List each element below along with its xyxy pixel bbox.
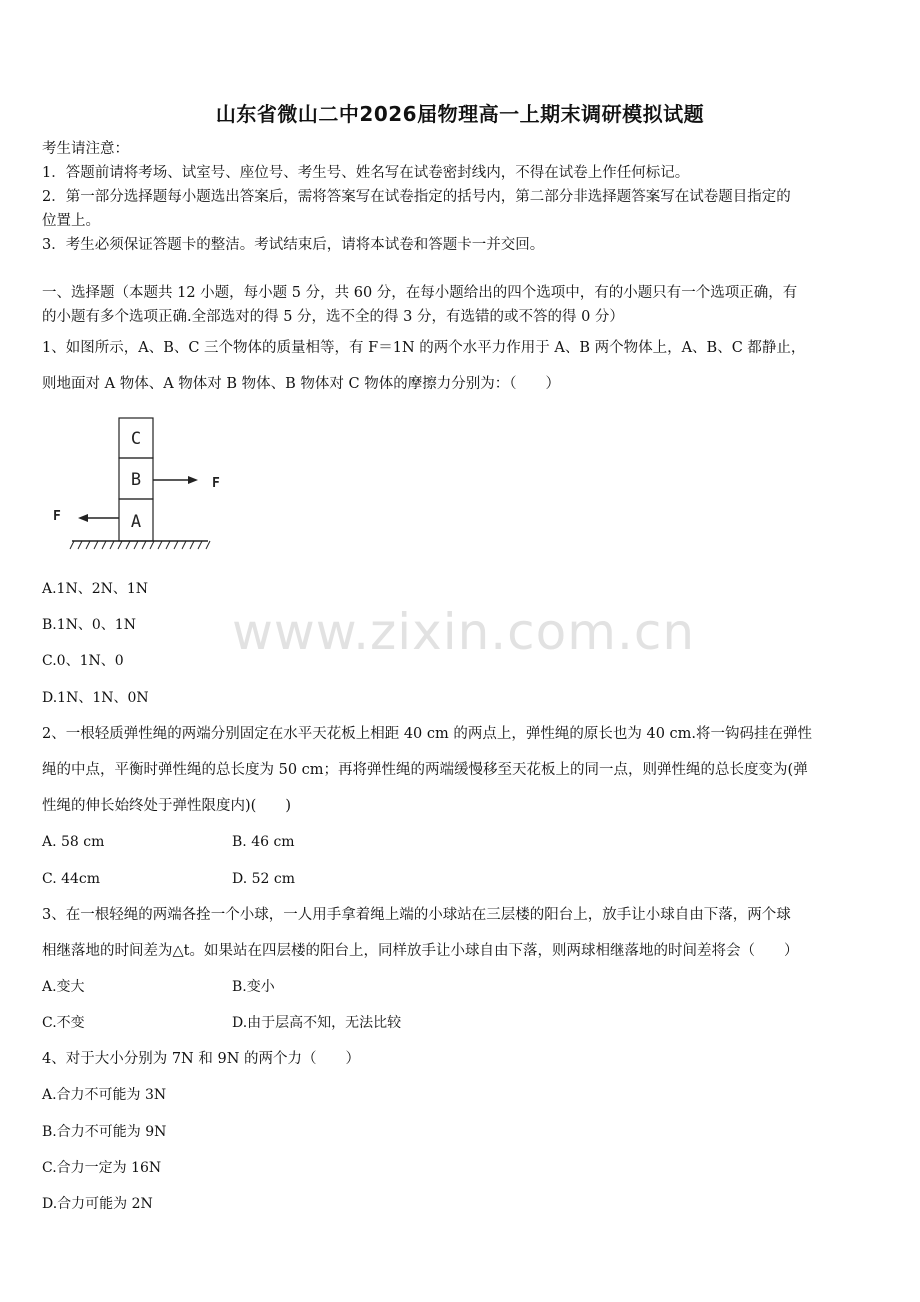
q1-option-d: D.1N、1N、0N <box>42 690 149 706</box>
box-c-label: C <box>130 429 142 449</box>
q3-option-c: C.不变 <box>42 1015 85 1031</box>
q3-stem-line: 相继落地的时间差为△t。如果站在四层楼的阳台上，同样放手让小球自由下落，则两球相继落地的时间差将会（ ） <box>42 943 799 959</box>
q2-stem-line: 绳的中点，平衡时弹性绳的总长度为 50 cm；再将弹性绳的两端缓慢移至天花板上的同一点，则弹性绳的总长度变为(弹 <box>42 762 808 778</box>
notice-item: 2．第一部分选择题每小题选出答案后，需将答案写在试卷指定的括号内，第二部分非选择题答案写在试卷题目指定的 <box>42 189 791 205</box>
notice-item: 位置上。 <box>42 213 100 229</box>
force-arrowhead-left <box>78 514 88 522</box>
page-title: 山东省微山二中2026届物理高一上期末调研模拟试题 <box>215 102 705 126</box>
force-label-left: F <box>53 509 61 524</box>
q1-stem-line <box>42 337 878 359</box>
section-header-line: 的小题有多个选项正确.全部选对的得 5 分，选不全的得 3 分，有选错的或不答的得 0 分） <box>42 309 624 325</box>
q4-option-d: D.合力可能为 2N <box>42 1196 153 1212</box>
q2-stem-line: 性绳的伸长始终处于弹性限度内)( ) <box>42 798 291 814</box>
q3-option-a: A.变大 <box>42 979 85 995</box>
q1-stem-text: 1、如图所示，A、B、C 三个物体的质量相等，有 F＝1N 的两个水平力作用于 A、B 两个物体上，A、B、C 都静止， <box>42 340 806 356</box>
q4-option-b: B.合力不可能为 9N <box>42 1124 167 1140</box>
q2-option-a: A. 58 cm <box>42 834 105 850</box>
q2-stem-line: 2、一根轻质弹性绳的两端分别固定在水平天花板上相距 40 cm 的两点上，弹性绳的原长也为 40 cm.将一钩码挂在弹性 <box>42 726 813 742</box>
q2-option-b: B. 46 cm <box>232 834 295 850</box>
ground-hatching <box>70 541 210 549</box>
q4-option-a: A.合力不可能为 3N <box>42 1087 167 1103</box>
q2-option-d: D. 52 cm <box>232 871 296 887</box>
q3-option-b: B.变小 <box>232 979 275 995</box>
q3-stem-line: 3、在一根轻绳的两端各拴一个小球，一人用手拿着绳上端的小球站在三层楼的阳台上，放手让小球自由下落，两个球 <box>42 907 791 923</box>
box-b-label: B <box>130 470 142 490</box>
q4-stem: 4、对于大小分别为 7N 和 9N 的两个力（ ） <box>42 1051 360 1067</box>
q1-figure <box>40 410 220 560</box>
force-arrowhead-right <box>188 476 198 484</box>
q1-stem-line: 则地面对 A 物体、A 物体对 B 物体、B 物体对 C 物体的摩擦力分别为：（ ） <box>42 376 560 392</box>
q2-option-c: C. 44cm <box>42 871 101 887</box>
section-header-line: 一、选择题（本题共 12 小题，每小题 5 分，共 60 分，在每小题给出的四个选项中，有的小题只有一个选项正确，有 <box>42 285 798 301</box>
force-label-right: F <box>212 476 220 491</box>
q1-option-a: A.1N、2N、1N <box>42 581 149 597</box>
q4-option-c: C.合力一定为 16N <box>42 1160 162 1176</box>
box-a-label: A <box>130 512 142 532</box>
notice-item: 3．考生必须保证答题卡的整洁。考试结束后，请将本试卷和答题卡一并交回。 <box>42 237 545 253</box>
notice-heading: 考生请注意： <box>42 141 129 157</box>
q1-option-b: B.1N、0、1N <box>42 617 136 633</box>
watermark: www.zixin.com.cn <box>232 603 696 661</box>
q1-option-c: C.0、1N、0 <box>42 653 124 669</box>
q3-option-d: D.由于层高不知，无法比较 <box>232 1015 402 1031</box>
notice-item: 1．答题前请将考场、试室号、座位号、考生号、姓名写在试卷密封线内，不得在试卷上作任何标记。 <box>42 165 690 181</box>
